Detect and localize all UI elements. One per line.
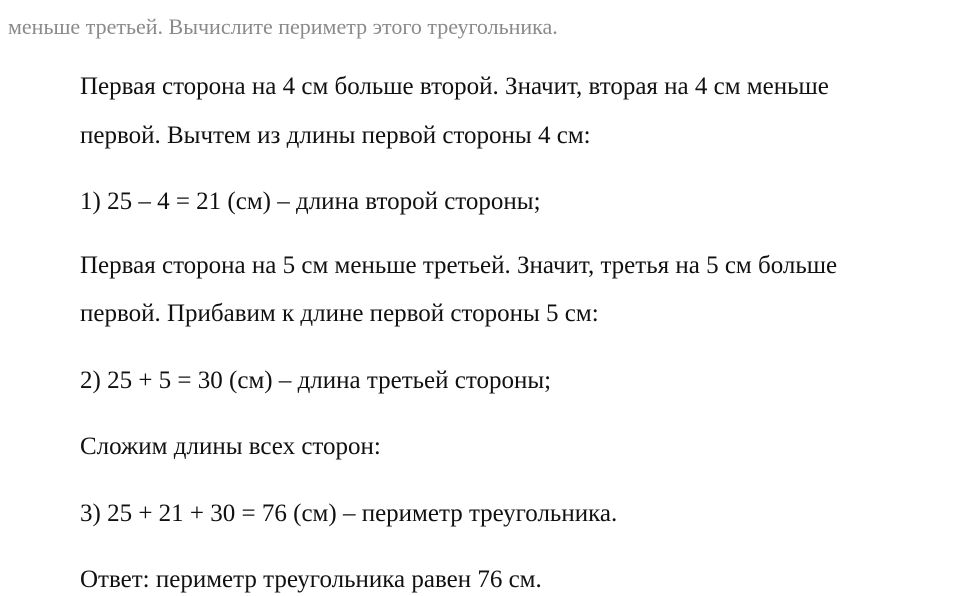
answer-line: Ответ: периметр треугольника равен 76 см. xyxy=(80,566,542,593)
step-2-equation: 2) 25 + 5 = 30 (см) – длина третьей стороны; xyxy=(80,367,552,394)
task-condition-tail: меньше третьей. Вычислите периметр этого треугольника. xyxy=(8,14,558,39)
paragraph-2-line-2: первой. Прибавим к длине первой стороны 5 см: xyxy=(80,300,599,327)
paragraph-1-line-2: первой. Вычтем из длины первой стороны 4 см: xyxy=(80,122,591,149)
paragraph-1-line-1: Первая сторона на 4 см больше второй. Значит, вторая на 4 см меньше xyxy=(80,73,829,100)
paragraph-3: Сложим длины всех сторон: xyxy=(80,433,381,460)
paragraph-2-line-1: Первая сторона на 5 см меньше третьей. Значит, третья на 5 см больше xyxy=(80,252,838,279)
step-1-equation: 1) 25 – 4 = 21 (см) – длина второй стороны; xyxy=(80,188,541,215)
step-3-equation: 3) 25 + 21 + 30 = 76 (см) – периметр треугольника. xyxy=(80,500,618,527)
